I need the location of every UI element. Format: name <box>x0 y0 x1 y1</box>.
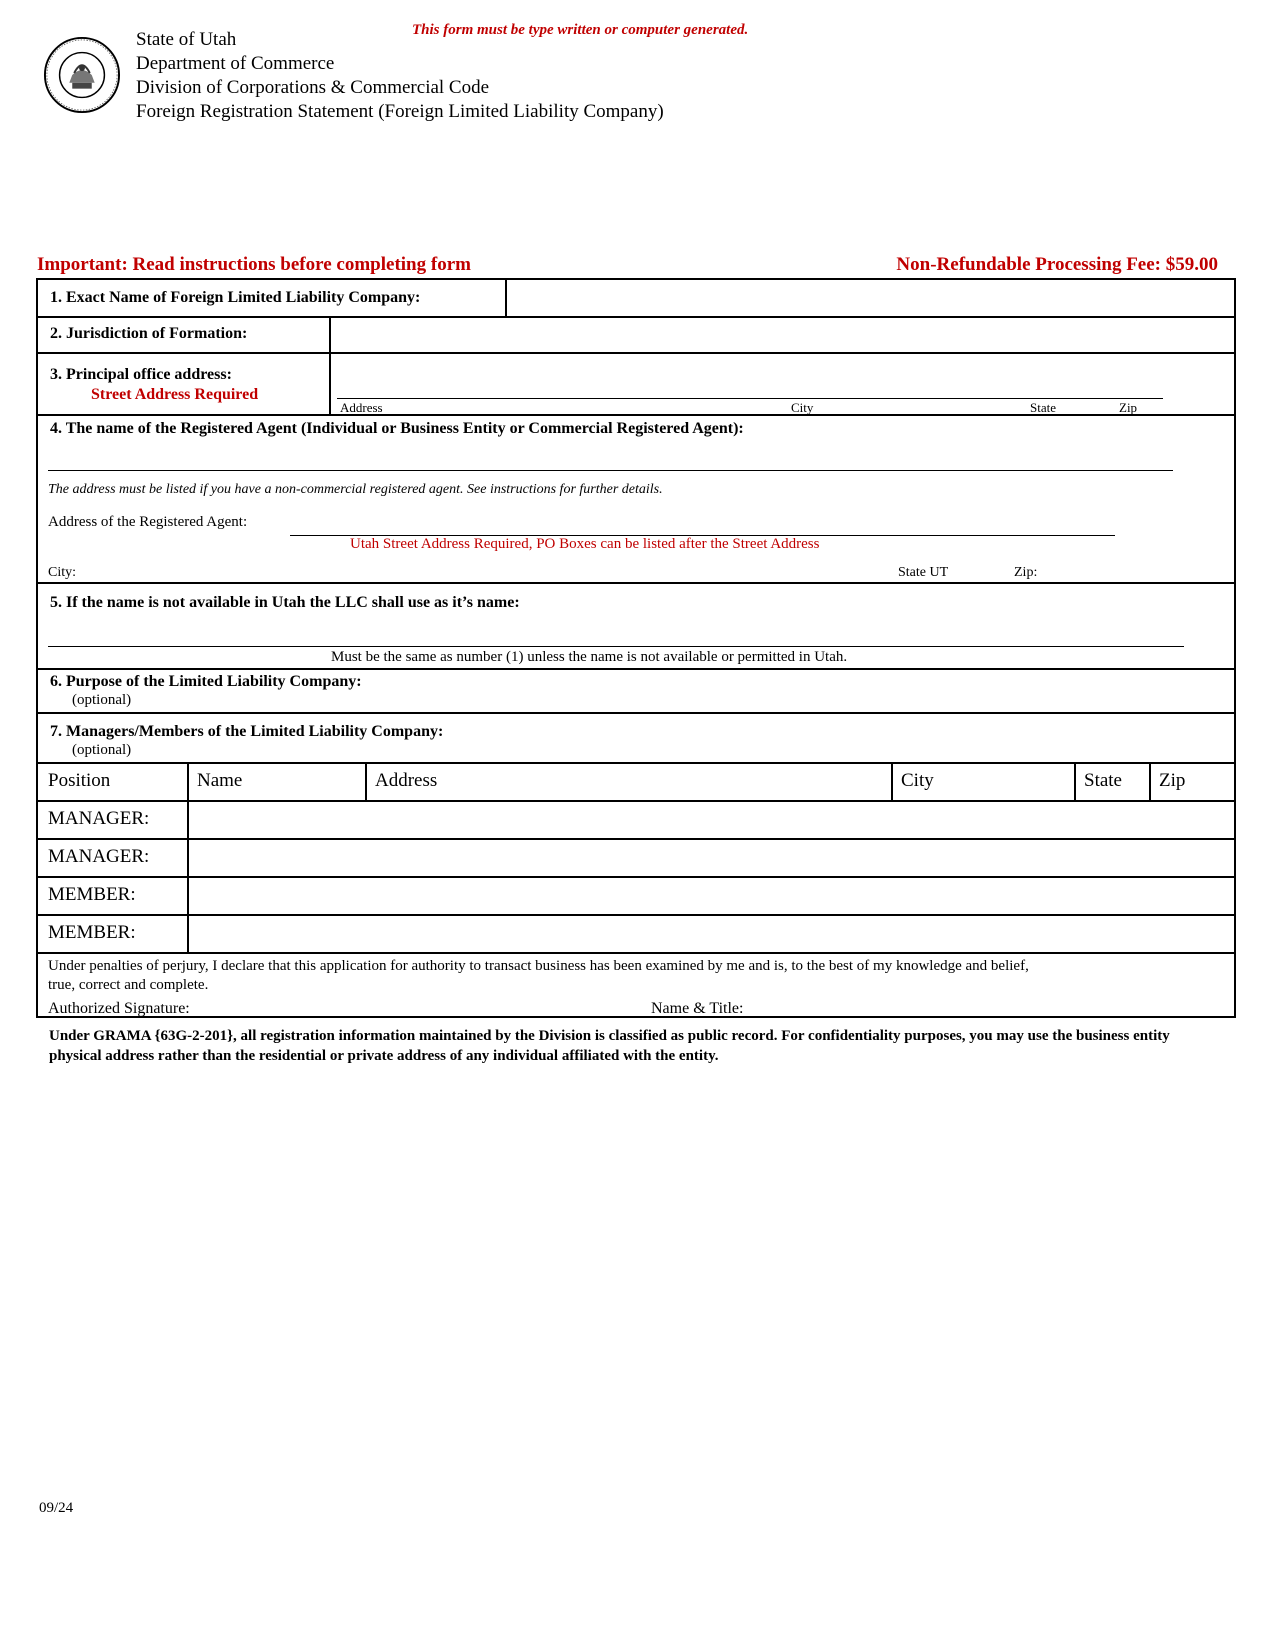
authorized-signature-field[interactable] <box>218 996 638 1016</box>
manager-1-field[interactable] <box>192 802 1228 836</box>
declaration-line-1: Under penalties of perjury, I declare that this application for authority to transact business has been examined by me and is, to the best of my knowledge and belief, <box>48 958 1029 974</box>
form-title: Foreign Registration Statement (Foreign Limited Liability Company) <box>136 101 664 122</box>
jurisdiction-field[interactable] <box>334 318 1228 350</box>
zip-caption: Zip <box>1119 400 1138 415</box>
agent-city-label: City: <box>48 565 77 580</box>
header-department: Department of Commerce <box>136 53 335 74</box>
typewritten-notice: This form must be type written or computer generated. <box>412 22 749 38</box>
divider <box>38 668 1234 670</box>
column-header-position: Position <box>48 770 111 791</box>
divider <box>187 762 189 952</box>
manager-2-field[interactable] <box>192 840 1228 874</box>
name-title-label: Name & Title: <box>651 1000 744 1017</box>
address-caption: Address <box>340 400 383 415</box>
member-1-field[interactable] <box>192 878 1228 912</box>
llc-name-field[interactable] <box>510 282 1228 314</box>
authorized-signature-label: Authorized Signature: <box>48 1000 190 1017</box>
column-header-zip: Zip <box>1159 770 1186 791</box>
divider <box>1074 762 1076 800</box>
row-label-manager: MANAGER: <box>48 808 150 829</box>
column-header-state: State <box>1084 770 1122 791</box>
state-caption: State <box>1030 400 1056 415</box>
street-address-required: Street Address Required <box>91 386 259 403</box>
alternate-name-note: Must be the same as number (1) unless the name is not available or permitted in Utah. <box>331 649 848 665</box>
agent-zip-label: Zip: <box>1014 565 1038 580</box>
divider <box>38 712 1234 714</box>
header-state: State of Utah <box>136 29 237 50</box>
divider <box>38 952 1234 954</box>
column-header-name: Name <box>197 770 243 791</box>
member-2-field[interactable] <box>192 916 1228 950</box>
utah-address-required: Utah Street Address Required, PO Boxes can be listed after the Street Address <box>350 536 820 552</box>
alternate-name-label: 5. If the name is not available in Utah the LLC shall use as it’s name: <box>50 594 520 611</box>
processing-fee: Non-Refundable Processing Fee: $59.00 <box>896 254 1218 275</box>
registered-agent-name-line[interactable] <box>48 470 1173 471</box>
row-label-member: MEMBER: <box>48 922 136 943</box>
divider <box>38 352 1234 354</box>
divider <box>365 762 367 800</box>
purpose-optional: (optional) <box>72 692 132 708</box>
divider <box>38 762 1234 764</box>
llc-name-label: 1. Exact Name of Foreign Limited Liability Company: <box>50 289 421 306</box>
declaration-line-2: true, correct and complete. <box>48 977 209 993</box>
form-version: 09/24 <box>39 1500 74 1516</box>
column-header-address: Address <box>375 770 438 791</box>
agent-address-label: Address of the Registered Agent: <box>48 514 248 530</box>
purpose-label: 6. Purpose of the Limited Liability Company: <box>50 673 362 690</box>
agent-address-note: The address must be listed if you have a non-commercial registered agent. See instructions for further details. <box>48 482 663 497</box>
divider <box>891 762 893 800</box>
grama-notice: Under GRAMA {63G-2-201}, all registration information maintained by the Division is classified as public record. For confidentiality purposes, you may use the business entity physical address rather than the residential or private address of any individual affiliated with the entity. <box>49 1028 1170 1064</box>
agent-state-label: State UT <box>898 565 949 580</box>
divider <box>329 316 331 414</box>
header-division: Division of Corporations & Commercial Code <box>136 77 490 98</box>
registration-form <box>36 278 1236 1018</box>
principal-address-line[interactable] <box>337 398 1163 399</box>
important-notice: Important: Read instructions before completing form <box>37 254 471 275</box>
alternate-name-line[interactable] <box>48 646 1184 647</box>
city-caption: City <box>791 400 814 415</box>
managers-members-optional: (optional) <box>72 742 132 758</box>
column-header-city: City <box>901 770 934 791</box>
principal-office-label: 3. Principal office address: <box>50 366 232 383</box>
divider <box>505 280 507 316</box>
managers-members-label: 7. Managers/Members of the Limited Liability Company: <box>50 723 444 740</box>
utah-state-seal <box>43 36 121 114</box>
divider <box>1149 762 1151 800</box>
registered-agent-label: 4. The name of the Registered Agent (Individual or Business Entity or Commercial Registered Agent): <box>50 420 744 437</box>
divider <box>38 582 1234 584</box>
jurisdiction-label: 2. Jurisdiction of Formation: <box>50 325 248 342</box>
row-label-member: MEMBER: <box>48 884 136 905</box>
row-label-manager: MANAGER: <box>48 846 150 867</box>
name-title-field[interactable] <box>748 996 1218 1016</box>
